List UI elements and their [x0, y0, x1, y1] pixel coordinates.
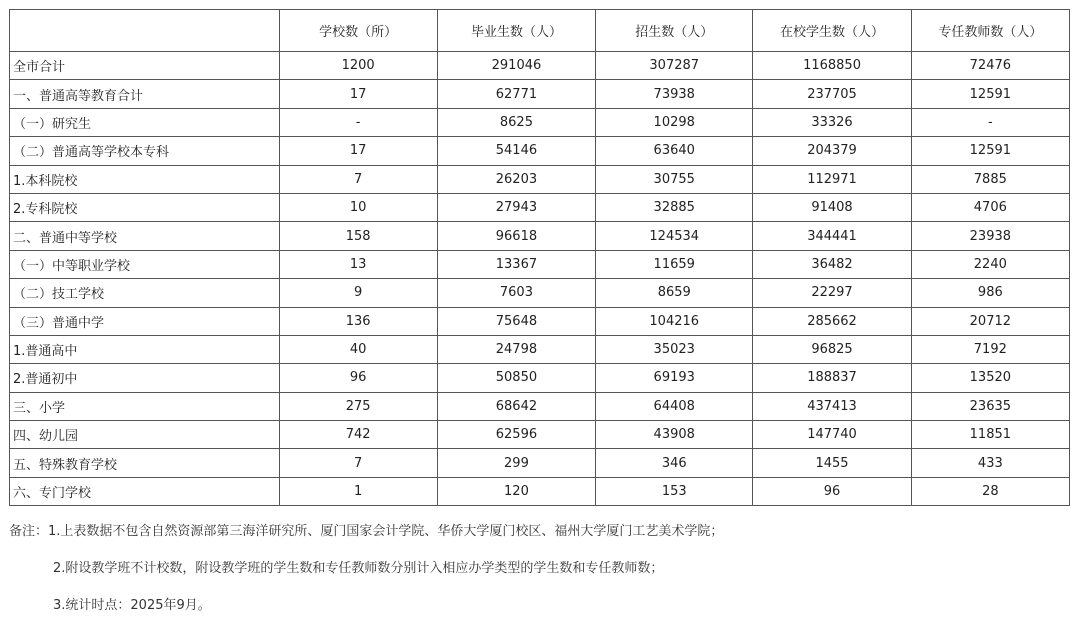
row-value-cell: 68642 — [437, 392, 595, 420]
table-row — [10, 222, 1070, 250]
table-header — [10, 10, 1070, 52]
row-value-cell: 13 — [279, 250, 437, 278]
row-value-cell: 742 — [279, 421, 437, 449]
row-value-cell: 13520 — [911, 364, 1069, 392]
row-label: （三）普通中学 — [10, 307, 280, 335]
row-value-cell: 75648 — [437, 307, 595, 335]
row-value-cell: 50850 — [437, 364, 595, 392]
table-row — [10, 392, 1070, 420]
table-row — [10, 449, 1070, 477]
row-value-cell: 237705 — [753, 80, 911, 108]
row-value-cell: 136 — [279, 307, 437, 335]
row-value-cell: 1455 — [753, 449, 911, 477]
table-row — [10, 364, 1070, 392]
row-value-cell: 96618 — [437, 222, 595, 250]
row-value-cell: 69193 — [596, 364, 753, 392]
row-value-cell: 12591 — [911, 137, 1069, 165]
row-value-cell: 104216 — [596, 307, 753, 335]
row-label: 一、普通高等教育合计 — [10, 80, 280, 108]
row-value-cell: 147740 — [753, 421, 911, 449]
table-row — [10, 165, 1070, 193]
table-row — [10, 421, 1070, 449]
table-body — [10, 52, 1070, 506]
table-row — [10, 250, 1070, 278]
row-value-cell: 11659 — [596, 250, 753, 278]
row-label: （一）研究生 — [10, 108, 280, 136]
note-line-1: 备注：1.上表数据不包含自然资源部第三海洋研究所、厦门国家会计学院、华侨大学厦门校区、福州大学厦门工艺美术学院； — [9, 524, 724, 539]
row-value-cell: 64408 — [596, 392, 753, 420]
row-value-cell: 54146 — [437, 137, 595, 165]
table-row — [10, 108, 1070, 136]
row-value-cell: 96 — [753, 477, 911, 505]
header-teachers: 专任教师数（人） — [911, 10, 1069, 52]
row-value-cell: 291046 — [437, 52, 595, 80]
table-row — [10, 52, 1070, 80]
row-value-cell: 26203 — [437, 165, 595, 193]
row-value-cell: 346 — [596, 449, 753, 477]
row-value-cell: 62596 — [437, 421, 595, 449]
row-label: （一）中等职业学校 — [10, 250, 280, 278]
row-value-cell: 8625 — [437, 108, 595, 136]
row-label: 全市合计 — [10, 52, 280, 80]
header-graduates: 毕业生数（人） — [437, 10, 595, 52]
row-value-cell: 32885 — [596, 193, 753, 221]
table-row — [10, 477, 1070, 505]
row-label: 二、普通中等学校 — [10, 222, 280, 250]
row-value-cell: 23635 — [911, 392, 1069, 420]
row-label: 四、幼儿园 — [10, 421, 280, 449]
row-value-cell: 10 — [279, 193, 437, 221]
row-label: （二）技工学校 — [10, 279, 280, 307]
row-value-cell: 72476 — [911, 52, 1069, 80]
row-value-cell: 158 — [279, 222, 437, 250]
row-label: 三、小学 — [10, 392, 280, 420]
row-value-cell: 437413 — [753, 392, 911, 420]
education-statistics-table — [9, 9, 1070, 506]
row-value-cell: 63640 — [596, 137, 753, 165]
row-value-cell: 13367 — [437, 250, 595, 278]
row-value-cell: 124534 — [596, 222, 753, 250]
row-label: 五、特殊教育学校 — [10, 449, 280, 477]
row-value-cell: 1168850 — [753, 52, 911, 80]
table-row — [10, 137, 1070, 165]
row-value-cell: 7885 — [911, 165, 1069, 193]
row-value-cell: 96 — [279, 364, 437, 392]
row-value-cell: 40 — [279, 335, 437, 363]
row-value-cell: 73938 — [596, 80, 753, 108]
row-value-cell: 344441 — [753, 222, 911, 250]
row-value-cell: 285662 — [753, 307, 911, 335]
row-value-cell: 62771 — [437, 80, 595, 108]
row-value-cell: 153 — [596, 477, 753, 505]
row-value-cell: 986 — [911, 279, 1069, 307]
row-value-cell: 33326 — [753, 108, 911, 136]
row-value-cell: 8659 — [596, 279, 753, 307]
row-value-cell: 91408 — [753, 193, 911, 221]
table-row — [10, 307, 1070, 335]
row-value-cell: 4706 — [911, 193, 1069, 221]
header-enrollment: 招生数（人） — [596, 10, 753, 52]
row-value-cell: 1200 — [279, 52, 437, 80]
header-school-count: 学校数（所） — [279, 10, 437, 52]
row-label: 2.普通初中 — [10, 364, 280, 392]
row-value-cell: 7 — [279, 449, 437, 477]
row-value-cell: 11851 — [911, 421, 1069, 449]
row-value-cell: 36482 — [753, 250, 911, 278]
table-row — [10, 335, 1070, 363]
row-value-cell: 20712 — [911, 307, 1069, 335]
row-value-cell: 24798 — [437, 335, 595, 363]
row-value-cell: 30755 — [596, 165, 753, 193]
row-value-cell: - — [279, 108, 437, 136]
note-line-2: 2.附设教学班不计校数，附设教学班的学生数和专任教师数分别计入相应办学类型的学生数和专任教师数； — [53, 561, 664, 576]
notes-section — [9, 517, 1069, 628]
row-value-cell: 1 — [279, 477, 437, 505]
row-label: （二）普通高等学校本专科 — [10, 137, 280, 165]
header-students: 在校学生数（人） — [753, 10, 911, 52]
row-value-cell: 10298 — [596, 108, 753, 136]
row-value-cell: 299 — [437, 449, 595, 477]
row-value-cell: 17 — [279, 137, 437, 165]
row-value-cell: - — [911, 108, 1069, 136]
row-label: 1.普通高中 — [10, 335, 280, 363]
row-label: 1.本科院校 — [10, 165, 280, 193]
header-row — [10, 10, 1070, 52]
row-value-cell: 12591 — [911, 80, 1069, 108]
row-value-cell: 22297 — [753, 279, 911, 307]
row-value-cell: 307287 — [596, 52, 753, 80]
table-row — [10, 193, 1070, 221]
row-value-cell: 28 — [911, 477, 1069, 505]
row-value-cell: 7603 — [437, 279, 595, 307]
row-label: 六、专门学校 — [10, 477, 280, 505]
note-line-3: 3.统计时点：2025年9月。 — [53, 598, 211, 613]
header-blank-cell — [10, 10, 280, 52]
row-value-cell: 27943 — [437, 193, 595, 221]
table-row — [10, 279, 1070, 307]
row-value-cell: 275 — [279, 392, 437, 420]
row-value-cell: 43908 — [596, 421, 753, 449]
row-value-cell: 17 — [279, 80, 437, 108]
row-value-cell: 7 — [279, 165, 437, 193]
row-value-cell: 23938 — [911, 222, 1069, 250]
row-value-cell: 9 — [279, 279, 437, 307]
row-value-cell: 7192 — [911, 335, 1069, 363]
row-value-cell: 188837 — [753, 364, 911, 392]
row-value-cell: 35023 — [596, 335, 753, 363]
row-value-cell: 120 — [437, 477, 595, 505]
row-value-cell: 96825 — [753, 335, 911, 363]
row-value-cell: 112971 — [753, 165, 911, 193]
row-value-cell: 204379 — [753, 137, 911, 165]
row-value-cell: 2240 — [911, 250, 1069, 278]
row-label: 2.专科院校 — [10, 193, 280, 221]
table-row — [10, 80, 1070, 108]
row-value-cell: 433 — [911, 449, 1069, 477]
